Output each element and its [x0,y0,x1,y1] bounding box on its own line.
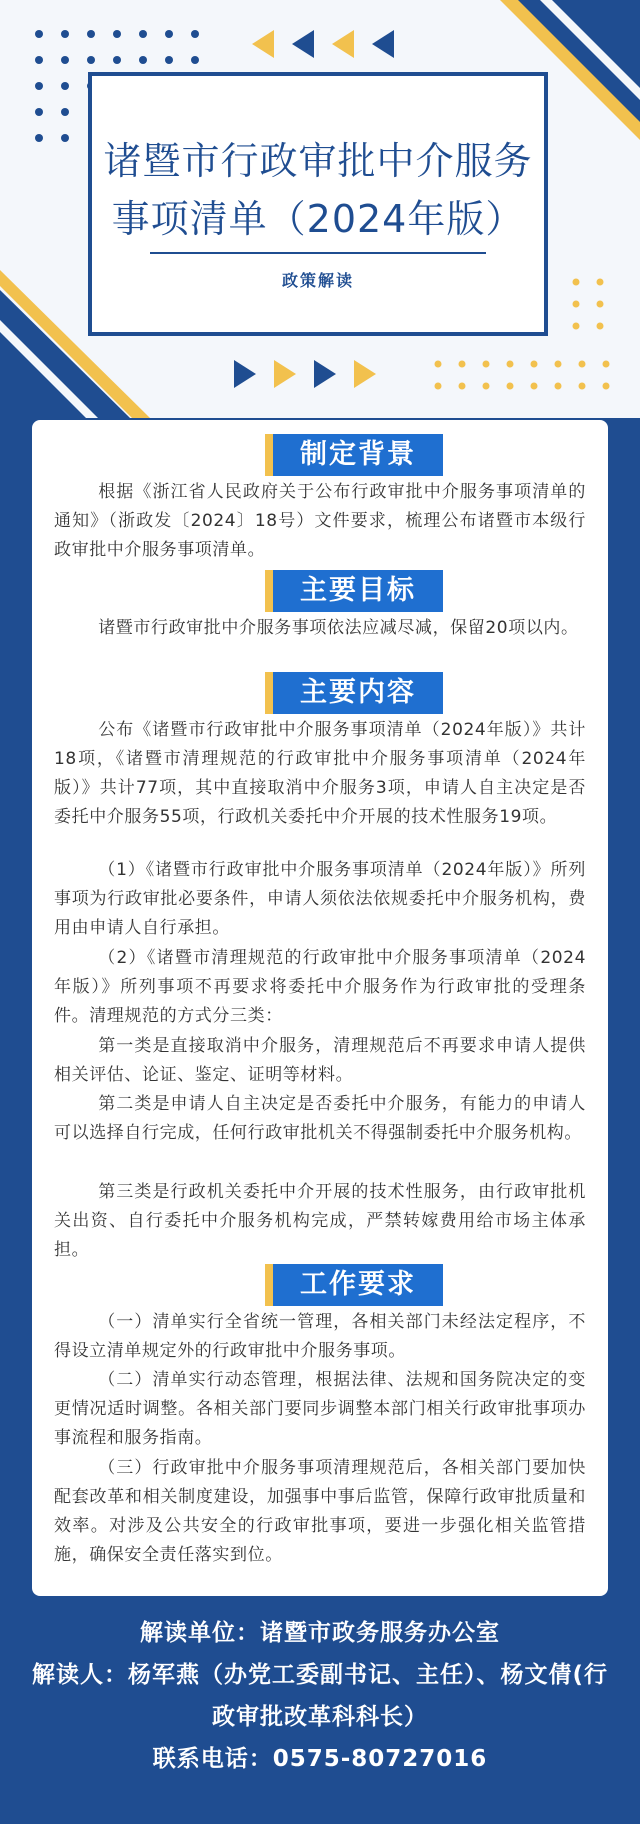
footer-person: 解读人：杨军燕（办党工委副书记、主任）、杨文倩(行政审批改革科科长） [31,1662,608,1730]
section-heading-background: 制定背景 [265,434,443,476]
page-title: 诸暨市行政审批中介服务事项清单（2024年版） [103,139,533,241]
section-paragraph: 根据《浙江省人民政府关于公布行政审批中介服务事项清单的通知》（浙政发〔2024〕18号）文件要求，梳理公布诸暨市本级行政审批中介服务事项清单。 [54,482,586,560]
section-paragraph: （2）《诸暨市清理规范的行政审批中介服务事项清单（2024年版）》所列事项不再要求将委托中介服务作为行政审批的受理条件。清理规范的方式分三类： [54,948,586,1026]
footer-info [0,1612,640,1780]
page-subtitle: 政策解读 [281,271,354,290]
section-paragraph: 公布《诸暨市行政审批中介服务事项清单（2024年版）》共计18项，《诸暨市清理规范的行政审批中介服务事项清单（2024年版）》共计77项，其中直接取消中介服务3项，申请人自主决定是否委托中介服务55项，行政机关委托中介开展的技术性服务19项。 [54,720,586,827]
header-banner [0,0,640,418]
footer-unit: 解读单位：诸暨市政务服务办公室 [140,1620,500,1646]
title-divider [150,252,486,254]
section-heading-requirements: 工作要求 [265,1264,443,1306]
section-paragraph: （1）《诸暨市行政审批中介服务事项清单（2024年版）》所列事项为行政审批必要条件，申请人须依法依规委托中介服务机构，费用由申请人自行承担。 [54,860,586,938]
section-paragraph: 第二类是申请人自主决定是否委托中介服务，有能力的申请人可以选择自行完成，任何行政审批机关不得强制委托中介服务机构。 [54,1094,586,1143]
section-paragraph: （三）行政审批中介服务事项清理规范后，各相关部门要加快配套改革和相关制度建设，加强事中事后监管，保障行政审批质量和效率。对涉及公共安全的行政审批事项，要进一步强化相关监管措施，确保安全责任落实到位。 [54,1458,586,1565]
top-triangles-decoration [250,28,410,60]
section-paragraph: 诸暨市行政审批中介服务事项依法应减尽减，保留20项以内。 [98,618,579,638]
section-paragraph: 第一类是直接取消中介服务，清理规范后不再要求申请人提供相关评估、论证、鉴定、证明等材料。 [54,1036,586,1085]
section-heading-content: 主要内容 [265,672,443,714]
section-paragraph: （二）清单实行动态管理，根据法律、法规和国务院决定的变更情况适时调整。各相关部门要同步调整本部门相关行政审批事项办事流程和服务指南。 [54,1370,586,1448]
section-paragraph: （一）清单实行全省统一管理，各相关部门未经法定程序，不得设立清单规定外的行政审批中介服务事项。 [54,1312,586,1361]
yellow-dot-pattern [430,278,630,398]
footer-phone: 联系电话：0575-80727016 [152,1746,488,1772]
section-heading-goal: 主要目标 [265,570,443,612]
content-card [32,420,608,1596]
section-paragraph: 第三类是行政机关委托中介开展的技术性服务，由行政审批机关出资、自行委托中介服务机构完成，严禁转嫁费用给市场主体承担。 [54,1182,586,1260]
bottom-triangles-decoration [232,358,392,390]
